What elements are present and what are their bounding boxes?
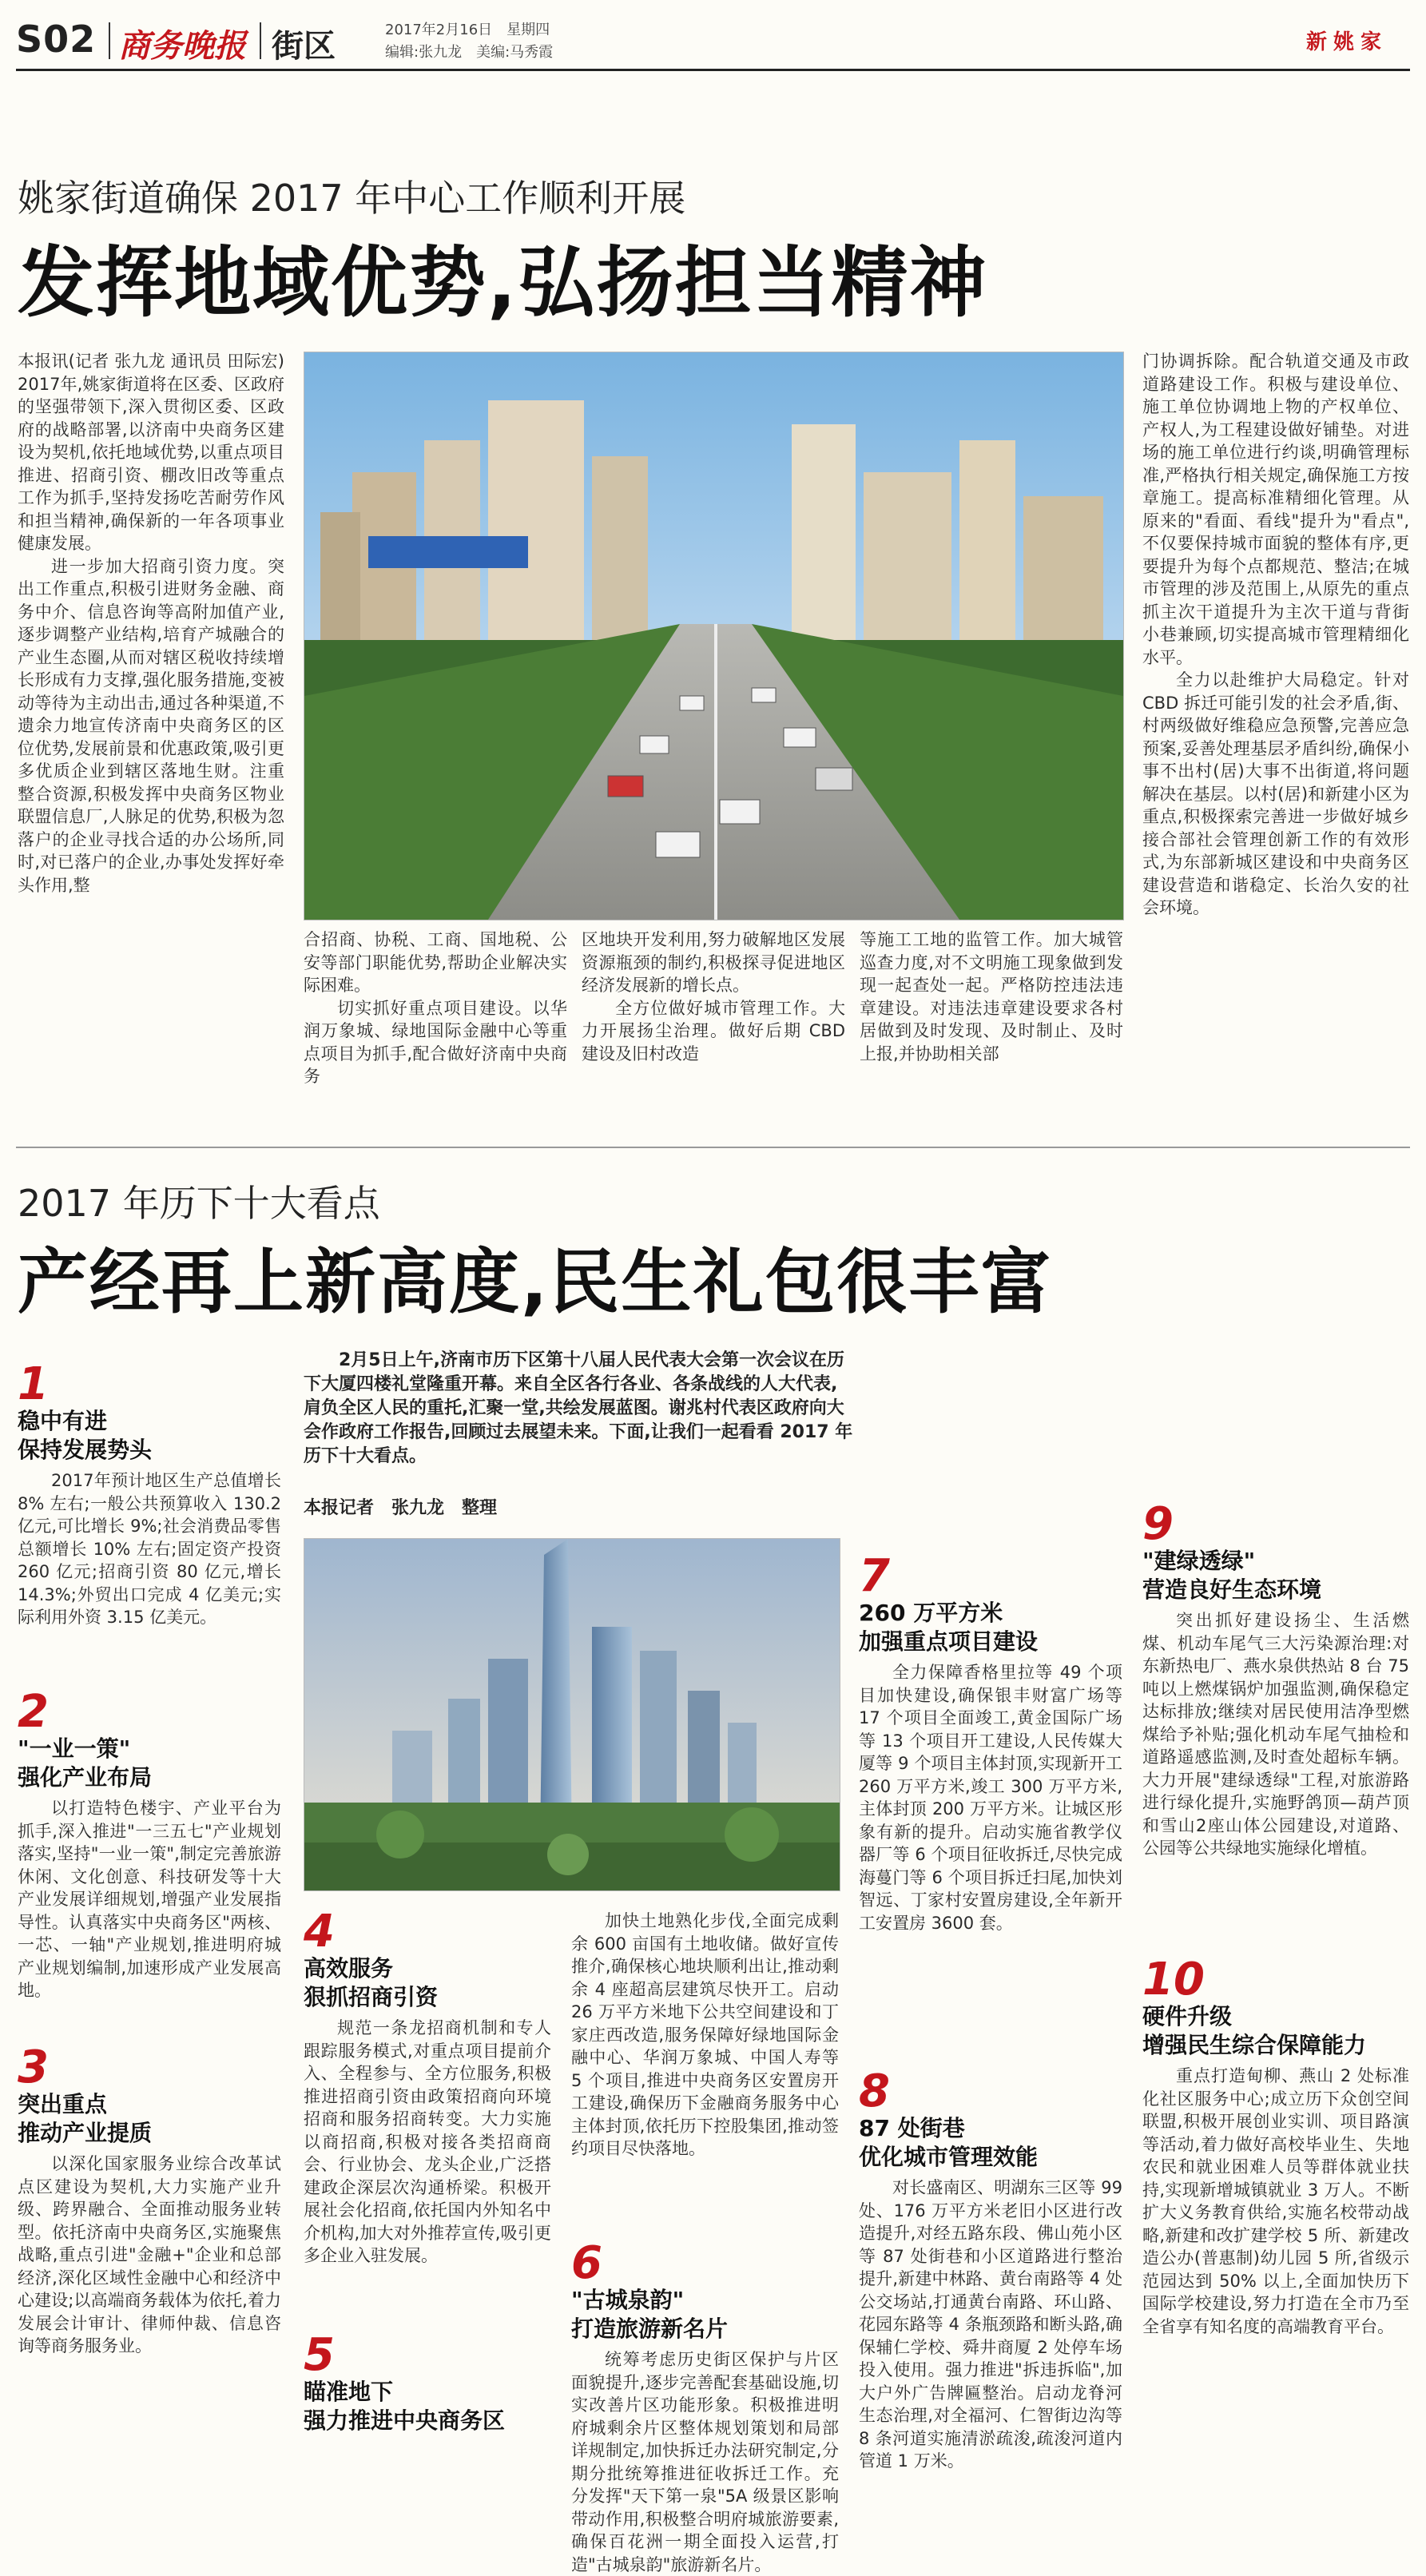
masthead-divider xyxy=(260,22,261,59)
point-text: 统筹考虑历史街区保护与片区面貌提升,逐步完善配套基础设施,切实改善片区功能形象。积极推进明府城剩余片区整体规划策划和局部详规制定,加快拆迁办法研究制定,分期分批统筹推进征收拆迁工作。充分发挥"天下第一泉"5A 级景区影响带动作用,积极整合明府城旅游要素,确保百花洲一期全面投入运营,打造"古城泉韵"旅游新名片。 xyxy=(571,2350,839,2574)
story1-para: 区地块开发利用,努力破解地区发展资源瓶颈的制约,积极探寻促进地区经济发展新的增长点。 xyxy=(582,930,845,995)
point-text: 全力保障香格里拉等 49 个项目加快建设,确保银丰财富广场等 17 个项目全面竣工,黄金国际广场等 13 个项目开工建设,人民传媒大厦等 9 个项目主体封顶,实现新开工 260 万平方米,竣工 300 万平方米,主体封顶 200 万平方米。让城区形象有新的提升。启动实施省教学仪器厂等 6 个项目征收拆迁,尽快完成海蔓门等 6 个项目拆迁扫尾,加快刘智远、丁家村安置房建设,全年新开工安置房 3600 套。 xyxy=(859,1663,1122,1933)
masthead-meta xyxy=(385,19,553,64)
point-5-body xyxy=(571,1910,839,2161)
story1-para: 合招商、协税、工商、国地税、公安等部门职能优势,帮助企业解决实际困难。 xyxy=(304,930,567,995)
story1-col4 xyxy=(860,928,1123,1065)
point-text: 突出抓好建设扬尘、生活燃煤、机动车尾气三大污染源治理:对东新热电厂、燕水泉供热站 8 台 75 吨以上燃煤锅炉加强监测,确保稳定达标排放;继续对居民使用洁净型燃煤给予补贴;强化机动车尾气抽检和道路遥感监测,及时查处超标车辆。大力开展"建绿透绿"工程,对旅游路进行绿化提升,实施野鸽顶—葫芦顶和雪山2座山体公园建设,对道路、公园等公共绿地实施绿化增植。 xyxy=(1142,1611,1409,1858)
story1-col3 xyxy=(582,928,845,1065)
point-1 xyxy=(18,1358,281,1629)
point-number: 6 xyxy=(571,2237,602,2289)
point-subtitle: 打造旅游新名片 xyxy=(571,2316,729,2342)
point-9 xyxy=(1142,1498,1409,1860)
point-text: 对长盛南区、明湖东三区等 99 处、176 万平方米老旧小区进行改造提升,对经五路东段、佛山苑小区等 87 处街巷和小区道路进行整治提升,新建中林路、黄台南路等 4 处公交场站,打通黄台南路、环山路、花园东路等 4 条瓶颈路和断头路,确保辅仁学校、舜井商厦 2 处停车场投入使用。强力推进"拆违拆临",加大户外广告牌匾整治。启动龙脊河生态治理,对全福河、仁智街边沟等 8 条河道实施清淤疏浚,疏浚河道内管道 1 万米。 xyxy=(859,2178,1122,2471)
point-title: 硬件升级 xyxy=(1142,2003,1233,2029)
masthead-divider xyxy=(109,22,110,59)
story-divider xyxy=(16,1147,1410,1148)
boulevard-photo xyxy=(304,352,1124,920)
point-number: 2 xyxy=(18,1686,49,1738)
point-subtitle: 保持发展势头 xyxy=(18,1437,153,1463)
newspaper-logo: 商务晚报 xyxy=(118,27,246,65)
point-text: 以打造特色楼宇、产业平台为抓手,深入推进"一三五七"产业规划落实,坚持"一业一策",制定完善旅游休闲、文化创意、科技研发等十大产业发展详细规划,增强产业发展指导性。认真落实中央商务区"两核、一芯、一轴"产业规划,推进明府城产业规划编制,加速形成产业发展高地。 xyxy=(18,1799,281,2000)
point-title: 瞄准地下 xyxy=(304,2379,394,2405)
point-7 xyxy=(859,1550,1122,1934)
story1-headline: 发挥地域优势,弘扬担当精神 xyxy=(18,238,988,328)
point-title: "建绿透绿" xyxy=(1142,1548,1256,1574)
point-10 xyxy=(1142,1954,1409,2448)
point-title: 260 万平方米 xyxy=(859,1600,1003,1626)
point-subtitle: 优化城市管理效能 xyxy=(859,2144,1039,2170)
date-line: 2017年2月16日 星期四 xyxy=(385,22,550,38)
point-subtitle: 强化产业布局 xyxy=(18,1764,153,1791)
masthead-rule xyxy=(16,69,1410,71)
point-number: 1 xyxy=(18,1358,49,1410)
cbd-rendering-photo xyxy=(304,1538,840,1891)
point-2 xyxy=(18,1686,281,2002)
story1-para: 切实抓好重点项目建设。以华润万象城、绿地国际金融中心等重点项目为抓手,配合做好济南中央商务 xyxy=(304,998,567,1086)
section-tag: 新姚家 xyxy=(1306,30,1388,54)
point-number: 9 xyxy=(1142,1498,1174,1550)
point-title: 稳中有进 xyxy=(18,1408,108,1434)
section-title: 街区 xyxy=(272,28,336,65)
point-title: "一业一策" xyxy=(18,1735,131,1762)
point-text: 加快土地熟化步伐,全面完成剩余 600 亩国有土地收储。做好宣传推介,确保核心地块顺利出让,推动剩余 4 座超高层建筑尽快开工。启动 26 万平方米地下公共空间建设和丁家庄西改造,服务保障好绿地国际金融中心、华润万象城、中国人寿等 5 个项目,推进中央商务区安置房开工建设,确保历下金融商务服务中心主体封顶,依托历下控股集团,推动签约项目尽快落地。 xyxy=(571,1911,839,2158)
point-6 xyxy=(571,2237,839,2574)
point-number: 8 xyxy=(859,2065,890,2117)
point-number: 4 xyxy=(304,1906,335,1958)
point-subtitle: 增强民生综合保障能力 xyxy=(1142,2032,1367,2058)
point-number: 5 xyxy=(304,2329,335,2381)
point-text: 规范一条龙招商机制和专人跟踪服务模式,对重点项目提前介入、全程参与、全方位服务,积极推进招商引资由政策招商向环境招商和服务招商转变。大力实施以商招商,积极对接各类招商商会、行业协会、龙头企业,广泛搭建政企深层次沟通桥梁。积极开展社会化招商,依托国内外知名中介机构,加大对外推荐宣传,吸引更多企业入驻发展。 xyxy=(304,2018,551,2265)
point-text: 以深化国家服务业综合改革试点区建设为契机,大力实施产业升级、跨界融合、全面推动服务业转型。依托济南中央商务区,实施聚焦战略,重点引进"金融+"企业和总部经济,深化区域性金融中心和经济中心建设;以高端商务载体为依托,着力发展会计审计、律师仲裁、信息咨询等商务服务业。 xyxy=(18,2154,281,2355)
point-8 xyxy=(859,2065,1122,2471)
page-code: S02 xyxy=(16,18,97,61)
point-number: 3 xyxy=(18,2041,49,2093)
story2-intro xyxy=(304,1349,855,1469)
story2-kicker: 2017 年历下十大看点 xyxy=(18,1182,380,1225)
point-title: "古城泉韵" xyxy=(571,2287,685,2313)
story1-para: 全方位做好城市管理工作。大力开展扬尘治理。做好后期 CBD 建设及旧村改造 xyxy=(582,998,845,1063)
intro-text: 2月5日上午,济南市历下区第十八届人民代表大会第一次会议在历下大厦四楼礼堂隆重开幕。来自全区各行各业、各条战线的人大代表,肩负全区人民的重托,汇聚一堂,共绘发展蓝图。谢兆村代表区政府向大会作政府工作报告,回顾过去展望未来。下面,让我们一起看看 2017 年历下十大看点。 xyxy=(304,1350,853,1466)
point-subtitle: 推动产业提质 xyxy=(18,2120,153,2146)
story1-para: 本报讯(记者 张九龙 通讯员 田际宏) 2017年,姚家街道将在区委、区政府的坚强带领下,深入贯彻区委、区政府的战略部署,以济南中央商务区建设为契机,依托地域优势,以重点项目推进、招商引资、棚改旧改等重点工作为抓手,坚持发扬吃苦耐劳作风和担当精神,确保新的一年各项事业健康发展。 xyxy=(18,352,284,553)
point-subtitle: 营造良好生态环境 xyxy=(1142,1576,1322,1603)
point-subtitle: 强力推进中央商务区 xyxy=(304,2407,506,2434)
story1-para: 全力以赴维护大局稳定。针对 CBD 拆迁可能引发的社会矛盾,街、村两级做好维稳应急预警,完善应急预案,妥善处理基层矛盾纠纷,确保小事不出村(居)大事不出街道,将问题解决在基层。以村(居)和新建小区为重点,积极探索完善进一步做好城乡接合部社会管理创新工作的有效形式,为东部新城区建设和中央商务区建设营造和谐稳定、长治久安的社会环境。 xyxy=(1142,670,1409,917)
story1-para: 门协调拆除。配合轨道交通及市政道路建设工作。积极与建设单位、施工单位协调地上物的产权单位、产权人,为工程建设做好铺垫。对进场的施工单位进行约谈,明确管理标准,严格执行相关规定,确保施工方按章施工。提高标准精细化管理。从原来的"看面、看线"提升为"看点",不仅要保持城市面貌的整体有序,更要提升为每个点都规范、整洁;在城市管理的涉及范围上,从原先的重点抓主次干道提升为主次干道与背街小巷兼顾,切实提高城市管理精细化水平。 xyxy=(1142,352,1409,667)
story1-kicker: 姚家街道确保 2017 年中心工作顺利开展 xyxy=(18,177,686,220)
point-subtitle: 狠抓招商引资 xyxy=(304,1984,439,2010)
story1-para: 进一步加大招商引资力度。突出工作重点,积极引进财务金融、商务中介、信息咨询等高附加值产业,逐步调整产业结构,培育产城融合的产业生态圈,从而对辖区税收持续增长形成有力支撑,强化服务措施,变被动等待为主动出击,通过各种渠道,不遗余力地宣传济南中央商务区的区位优势,发展前景和优惠政策,吸引更多优质企业到辖区落地生财。注重整合资源,积极发挥中央商务区物业联盟信息厂,人脉足的优势,积极为忽落户的企业寻找合适的办公场所,同时,对已落户的企业,办事处发挥好牵头作用,整 xyxy=(18,556,284,895)
story1-col1 xyxy=(18,350,284,896)
story1-col2 xyxy=(304,928,567,1088)
point-number: 7 xyxy=(859,1550,890,1602)
point-title: 高效服务 xyxy=(304,1955,394,1982)
point-number: 10 xyxy=(1142,1954,1205,2006)
point-text: 2017年预计地区生产总值增长 8% 左右;一般公共预算收入 130.2 亿元,可比增长 9%;社会消费品零售总额增长 10% 左右;固定资产投资 260 亿元;招商引资 80 亿元,增长 14.3%;外贸出口完成 4 亿美元;实际利用外资 3.15 亿美元。 xyxy=(18,1471,281,1627)
masthead xyxy=(16,18,1410,64)
story1-col5 xyxy=(1142,350,1409,920)
story1-para: 等施工工地的监管工作。加大城管巡查力度,对不文明施工现象做到发现一起查处一起。严格防控违法违章建设。对违法违章建设要求各村居做到及时发现、及时制止、及时上报,并协助相关部 xyxy=(860,930,1123,1063)
point-3 xyxy=(18,2041,281,2358)
point-title: 87 处街巷 xyxy=(859,2115,965,2141)
story2-headline: 产经再上新高度,民生礼包很丰富 xyxy=(18,1241,1053,1323)
byline: 本报记者 张九龙 整理 xyxy=(304,1498,498,1518)
point-title: 突出重点 xyxy=(18,2091,108,2117)
editor-line: 编辑:张九龙 美编:马秀霞 xyxy=(385,44,554,61)
point-subtitle: 加强重点项目建设 xyxy=(859,1628,1039,1655)
point-text: 重点打造甸柳、燕山 2 处标准化社区服务中心;成立历下众创空间联盟,积极开展创业实训、项目路演等活动,着力做好高校毕业生、失地农民和就业困难人员等群体就业扶持,实现新增城镇就业 3 万人。不断扩大义务教育供给,实施名校带动战略,新建和改扩建学校 5 所、新建改造公办(普惠制)幼儿园 5 所,省级示范园达到 50% 以上,全面加快历下国际学校建设,努力打造在全市乃至全省享有知名度的高端教育平台。 xyxy=(1142,2066,1409,2336)
point-4 xyxy=(304,1906,551,2268)
point-5 xyxy=(304,2329,551,2435)
